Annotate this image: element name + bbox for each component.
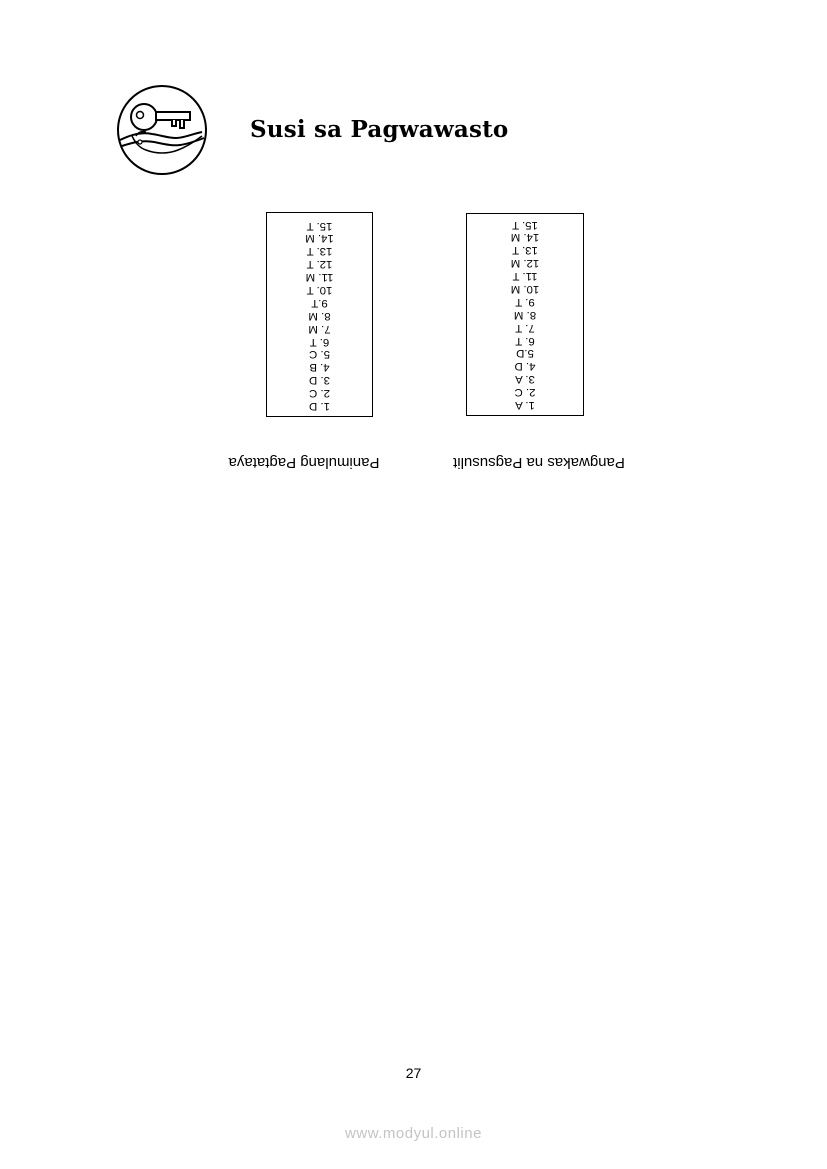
answer-key-box-posttest bbox=[466, 213, 584, 416]
answer-list-pretest bbox=[267, 217, 372, 412]
answer-item: 11. M bbox=[305, 271, 334, 284]
answer-item: 15. T bbox=[306, 219, 333, 232]
answer-item: 5.D bbox=[516, 347, 534, 360]
page-title: Susi sa Pagwawasto bbox=[250, 116, 509, 143]
answer-item: 10. M bbox=[510, 282, 540, 295]
answer-item: 13. T bbox=[306, 245, 333, 258]
answer-item: 3. A bbox=[515, 373, 535, 386]
answer-item: 15. T bbox=[512, 218, 538, 231]
answer-item: 7. T bbox=[515, 321, 535, 334]
caption-posttest: Pangwakas na Pagsusulit bbox=[453, 454, 625, 471]
answer-item: 13. T bbox=[512, 244, 538, 257]
answer-item: 8. M bbox=[308, 309, 331, 322]
answer-item: 5. C bbox=[309, 348, 330, 361]
key-in-hand-icon bbox=[116, 84, 208, 176]
answer-list-posttest bbox=[467, 218, 583, 411]
answer-item: 14. M bbox=[510, 231, 540, 244]
watermark: www.modyul.online bbox=[345, 1125, 482, 1142]
answer-item: 12. M bbox=[510, 257, 540, 270]
answer-item: 9.T bbox=[311, 296, 328, 309]
answer-item: 8. M bbox=[513, 308, 537, 321]
page-number: 27 bbox=[405, 1065, 422, 1081]
answer-key-box-pretest bbox=[266, 212, 373, 417]
caption-pretest: Panimulang Pagtataya bbox=[228, 454, 380, 471]
answer-item: 2. C bbox=[514, 386, 536, 399]
answer-item: 14. M bbox=[305, 232, 334, 245]
answer-item: 6. T bbox=[309, 335, 330, 348]
answer-item: 4. D bbox=[514, 360, 536, 373]
answer-item: 2. C bbox=[309, 387, 330, 400]
answer-item: 11. T bbox=[512, 270, 538, 283]
answer-item: 1. A bbox=[515, 399, 535, 411]
answer-item: 4. B bbox=[309, 361, 330, 374]
answer-item: 3. D bbox=[309, 374, 330, 387]
answer-item: 9. T bbox=[515, 295, 535, 308]
answer-item: 1. D bbox=[309, 400, 330, 412]
answer-item: 7. M bbox=[308, 322, 331, 335]
answer-item: 10. T bbox=[306, 283, 333, 296]
answer-item: 12. T bbox=[306, 258, 333, 271]
answer-item: 6. T bbox=[515, 334, 535, 347]
